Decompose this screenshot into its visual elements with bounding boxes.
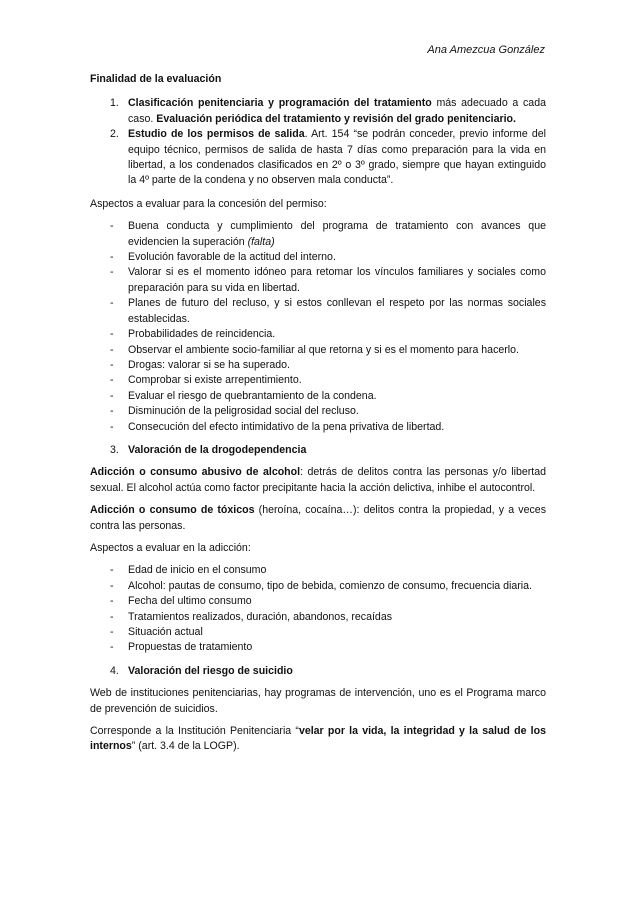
paragraph-toxicos — [90, 503, 546, 534]
paragraph-bold: Adicción o consumo abusivo de alcohol — [90, 466, 301, 479]
aspectos-permiso-list — [90, 219, 546, 435]
document-body — [90, 72, 546, 762]
list-item: - Fecha del ultimo consumo — [90, 594, 546, 609]
finalidad-item-1 — [90, 96, 546, 127]
item-number: 1. — [110, 97, 119, 110]
paragraph-text: : detrás de delitos contra las personas y/o libertad sexual. El alcohol actúa como factor precipitante hacia la acción delictiva, inhibe el autocontrol. — [90, 466, 546, 494]
list-item: - Disminución de la peligrosidad social del recluso. — [90, 404, 546, 419]
finalidad-list — [90, 96, 546, 188]
list-item: - Planes de futuro del recluso, y si estos conllevan el respeto por las normas sociales establecidas. — [90, 296, 546, 327]
list-item: - Evaluar el riesgo de quebrantamiento de la condena. — [90, 389, 546, 404]
item-bold: Estudio de los permisos de salida — [128, 128, 305, 141]
section-heading-suicidio — [90, 664, 546, 679]
finalidad-item-2 — [90, 127, 546, 189]
item-text: más adecuado a cada caso. — [128, 97, 546, 125]
paragraph-text: (heroína, cocaína…): delitos contra la propiedad, y a veces contra las personas. — [90, 504, 546, 532]
paragraph-text: Corresponde a la Institución Penitenciaria “ — [90, 725, 299, 738]
paragraph-alcohol — [90, 465, 546, 496]
list-item: - Drogas: valorar si se ha superado. — [90, 358, 546, 373]
section-heading-text: Valoración del riesgo de suicidio — [128, 664, 293, 677]
list-item: - Edad de inicio en el consumo — [90, 563, 546, 578]
adiccion-intro: Aspectos a evaluar en la adicción: — [90, 541, 251, 554]
list-item-italic: (falta) — [247, 235, 275, 248]
list-item: - Propuestas de tratamiento — [90, 640, 546, 655]
list-item-text: Buena conducta y cumplimiento del programa de tratamiento con avances que evidencien la superación — [128, 220, 546, 248]
item-bold: Clasificación penitenciaria y programación del tratamiento — [128, 97, 432, 110]
list-item — [90, 219, 546, 250]
section-heading-drogodependencia — [90, 443, 546, 458]
paragraph-bold: Adicción o consumo de tóxicos — [90, 504, 255, 517]
section-number: 3. — [110, 443, 119, 456]
paragraph-end: ” (art. 3.4 de la LOGP). — [131, 740, 240, 753]
list-item: - Observar el ambiente socio-familiar al que retorna y si es el momento para hacerlo. — [90, 343, 546, 358]
list-item: - Tratamientos realizados, duración, abandonos, recaídas — [90, 610, 546, 625]
section-title-finalidad: Finalidad de la evaluación — [90, 73, 222, 85]
list-item: - Consecución del efecto intimidativo de la pena privativa de libertad. — [90, 420, 546, 435]
item-text: . Art. 154 “se podrán conceder, previo informe del equipo técnico, permisos de salida de hasta 7 días como preparación para la vida en libertad, a los condenados clasificados en 2º o 3º grado, siempre que hayan extinguido la 4º parte de la condena y no observen mala conducta”. — [128, 128, 546, 187]
item-bold-2: Evaluación periódica del tratamiento y revisión del grado penitenciario. — [156, 112, 516, 125]
section-heading-text: Valoración de la drogodependencia — [128, 443, 307, 456]
list-item: - Probabilidades de reincidencia. — [90, 327, 546, 342]
list-item: - Situación actual — [90, 625, 546, 640]
aspectos-permiso-intro: Aspectos a evaluar para la concesión del permiso: — [90, 197, 327, 210]
paragraph-institucion — [90, 724, 546, 755]
list-item: - Valorar si es el momento idóneo para retomar los vínculos familiares y sociales como preparación para su vida en libertad. — [90, 265, 546, 296]
list-item: - Comprobar si existe arrepentimiento. — [90, 373, 546, 388]
author-header: Ana Amezcua González — [427, 44, 545, 56]
section-number: 4. — [110, 664, 119, 677]
paragraph-bold: velar por la vida, la integridad y la salud de los internos — [90, 725, 546, 753]
adiccion-list — [90, 563, 546, 655]
paragraph-web: Web de instituciones penitenciarias, hay programas de intervención, uno es el Programa marco de prevención de suicidios. — [90, 687, 546, 715]
list-item: - Alcohol: pautas de consumo, tipo de bebida, comienzo de consumo, frecuencia diaria. — [90, 579, 546, 594]
item-number: 2. — [110, 128, 119, 141]
list-item: - Evolución favorable de la actitud del interno. — [90, 250, 546, 265]
